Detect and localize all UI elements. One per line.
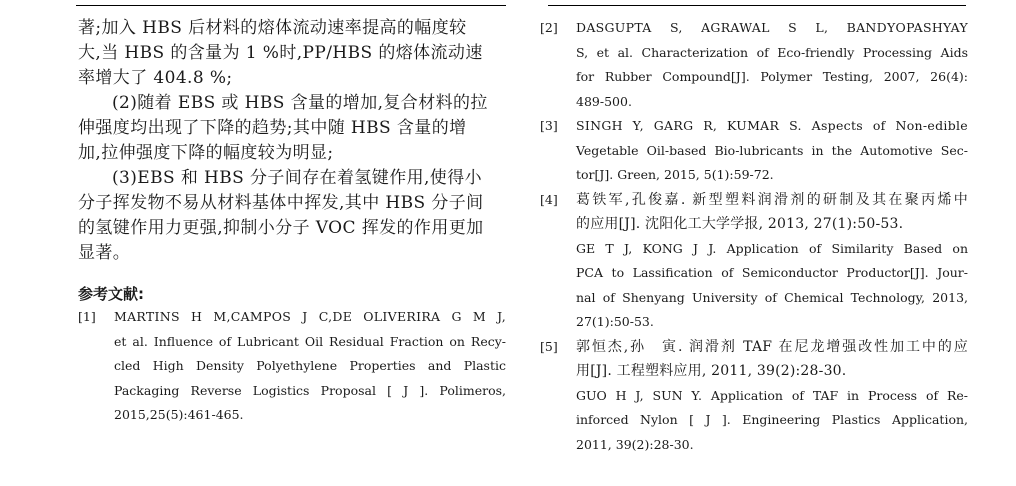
reference-line: tor[J]. Green, 2015, 5(1):59-72. xyxy=(576,167,774,182)
right-column xyxy=(540,16,968,457)
reference-entry-3 xyxy=(540,114,968,188)
top-rule-left xyxy=(76,5,506,6)
reference-number: [2] xyxy=(540,20,558,35)
reference-line: SINGH Y, GARG R, KUMAR S. Aspects of Non-edible xyxy=(576,118,968,133)
body-line: 伸强度均出现了下降的趋势;其中随 HBS 含量的增 xyxy=(78,118,467,138)
reference-line: S, et al. Characterization of Eco-friendly Processing Aids xyxy=(576,44,968,60)
reference-line: GUO H J, SUN Y. Application of TAF in Process of Re- xyxy=(576,387,968,403)
body-line: (3)EBS 和 HBS 分子间存在着氢键作用,使得小 xyxy=(112,168,483,188)
reference-number: [1] xyxy=(78,309,96,324)
top-rule-right xyxy=(548,5,966,6)
body-line: 著;加入 HBS 后材料的熔体流动速率提高的幅度较 xyxy=(78,18,467,38)
reference-line: Packaging Reverse Logistics Proposal [ J ]. Polimeros, xyxy=(114,382,506,398)
reference-line: inforced Nylon [ J ]. Engineering Plastics Application, xyxy=(576,412,968,427)
body-line: 加,拉伸强度下降的幅度较为明显; xyxy=(78,143,334,163)
reference-line: 郭恒杰,孙 寅. 润滑剂 TAF 在尼龙增强改性加工中的应 xyxy=(576,338,968,355)
reference-line: et al. Influence of Lubricant Oil Residual Fraction on Recy- xyxy=(114,333,506,349)
reference-line: 2011, 39(2):28-30. xyxy=(576,436,694,452)
reference-line: 的应用[J]. 沈阳化工大学学报, 2013, 27(1):50-53. xyxy=(576,216,904,232)
reference-line: for Rubber Compound[J]. Polymer Testing, 2007, 26(4): xyxy=(576,69,968,84)
reference-number: [5] xyxy=(540,338,558,354)
body-line: 大,当 HBS 的含量为 1 %时,PP/HBS 的熔体流动速 xyxy=(78,43,483,63)
body-line: 显著。 xyxy=(78,243,131,263)
body-line: 率增大了 404.8 %; xyxy=(78,68,233,88)
reference-line: MARTINS H M,CAMPOS J C,DE OLIVERIRA G M J, xyxy=(114,309,506,324)
reference-line: GE T J, KONG J J. Application of Similarity Based on xyxy=(576,240,968,256)
reference-line: 2015,25(5):461-465. xyxy=(114,407,244,422)
body-line: (2)随着 EBS 或 HBS 含量的增加,复合材料的拉 xyxy=(112,93,488,113)
reference-line: DASGUPTA S, AGRAWAL S L, BANDYOPASHYAY xyxy=(576,20,968,35)
reference-line: cled High Density Polyethylene Properties and Plastic xyxy=(114,358,506,373)
reference-line: PCA to Lassification of Semiconductor Productor[J]. Jour- xyxy=(576,265,968,280)
body-line: 的氢键作用力更强,抑制小分子 VOC 挥发的作用更加 xyxy=(78,218,484,238)
reference-number: [3] xyxy=(540,118,558,133)
reference-line: 用[J]. 工程塑料应用, 2011, 39(2):28-30. xyxy=(576,363,847,379)
reference-number: [4] xyxy=(540,191,558,207)
reference-entry-1 xyxy=(78,305,506,428)
references-heading: 参考文献: xyxy=(78,285,144,303)
reference-entry-2 xyxy=(540,16,968,114)
body-line: 分子挥发物不易从材料基体中挥发,其中 HBS 分子间 xyxy=(78,193,484,213)
left-column xyxy=(78,16,506,428)
reference-line: 葛铁军,孔俊嘉. 新型塑料润滑剂的研制及其在聚丙烯中 xyxy=(576,191,968,208)
reference-line: nal of Shenyang University of Chemical Technology, 2013, xyxy=(576,289,968,305)
reference-line: 27(1):50-53. xyxy=(576,314,654,329)
reference-entry-5 xyxy=(540,335,968,458)
reference-entry-4 xyxy=(540,188,968,335)
reference-line: 489-500. xyxy=(576,93,632,109)
reference-line: Vegetable Oil-based Bio-lubricants in the Automotive Sec- xyxy=(576,142,968,158)
